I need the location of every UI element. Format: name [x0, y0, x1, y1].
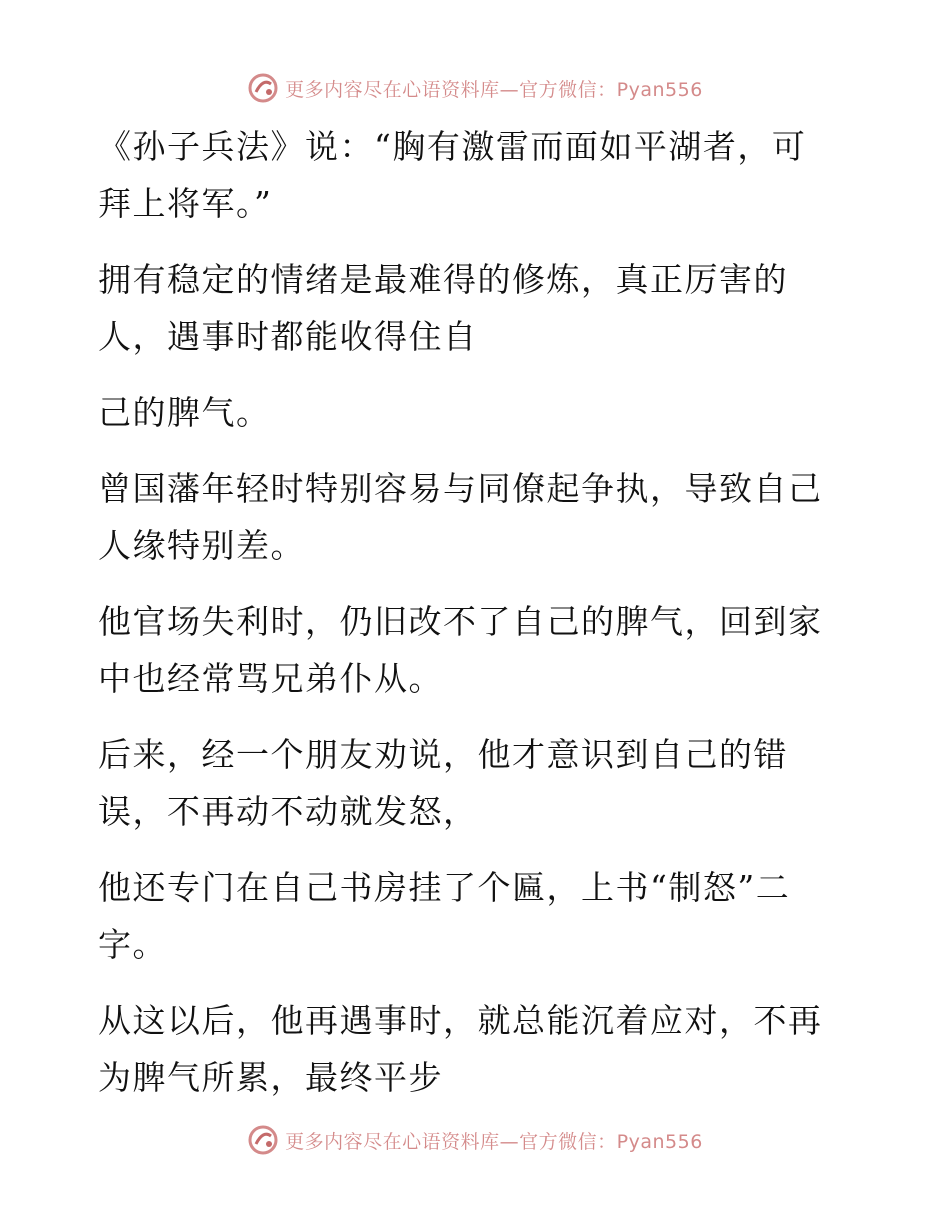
- paragraph-line: 人，遇事时都能收得住自: [98, 317, 478, 356]
- paragraph: [98, 118, 838, 232]
- paragraph-line: 字。: [98, 925, 167, 964]
- paragraph: [98, 992, 838, 1106]
- logo-icon: [247, 72, 279, 104]
- paragraph-line: 《孙子兵法》说：“胸有激雷而面如平湖者，可: [98, 127, 807, 166]
- paragraph: [98, 251, 838, 365]
- paragraph-line: 拜上将军。”: [98, 184, 273, 223]
- paragraph-line: 误，不再动不动就发怒，: [98, 792, 478, 831]
- watermark-text: 更多内容尽在心语资料库—官方微信：Pyan556: [285, 1130, 703, 1153]
- logo-icon: [247, 1124, 279, 1156]
- paragraph-line: 为脾气所累，最终平步: [98, 1058, 443, 1097]
- paragraph-line: 曾国藩年轻时特别容易与同僚起争执，导致自己: [98, 469, 823, 508]
- paragraph-line: 后来，经一个朋友劝说，他才意识到自己的错: [98, 735, 788, 774]
- paragraph: [98, 384, 838, 441]
- paragraph-line: 中也经常骂兄弟仆从。: [98, 659, 443, 698]
- paragraph: [98, 460, 838, 574]
- paragraph-line: 从这以后，他再遇事时，就总能沉着应对，不再: [98, 1001, 823, 1040]
- paragraph-line: 他还专门在自己书房挂了个匾，上书“制怒”二: [98, 868, 791, 907]
- document-body: [98, 118, 838, 1125]
- header-watermark: [0, 72, 950, 104]
- paragraph: [98, 726, 838, 840]
- paragraph-line: 人缘特别差。: [98, 526, 305, 565]
- paragraph: [98, 859, 838, 973]
- paragraph-line: 拥有稳定的情绪是最难得的修炼，真正厉害的: [98, 260, 788, 299]
- footer-watermark: [0, 1124, 950, 1156]
- paragraph-line: 己的脾气。: [98, 393, 271, 432]
- watermark-text: 更多内容尽在心语资料库—官方微信：Pyan556: [285, 78, 703, 101]
- paragraph-line: 他官场失利时，仍旧改不了自己的脾气，回到家: [98, 602, 823, 641]
- paragraph: [98, 593, 838, 707]
